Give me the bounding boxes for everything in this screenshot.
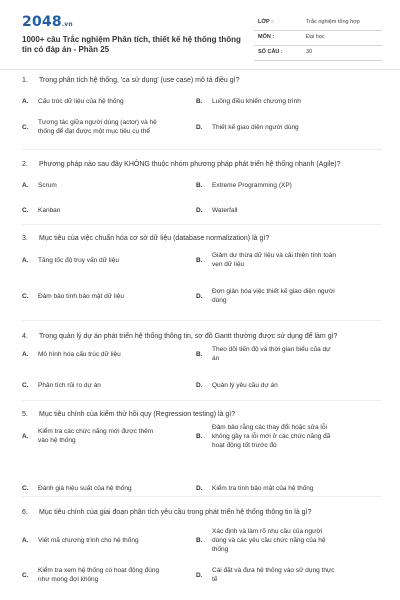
option-letter: A.	[22, 350, 29, 358]
question-body: Mục tiêu chính của kiểm thử hồi quy (Regression testing) là gì?	[39, 411, 236, 418]
option-text: Viết mã chương trình cho hệ thống	[38, 536, 139, 544]
option-text: hoạt động tốt trước đó	[212, 441, 277, 449]
option-text: Theo dõi tiến độ và thời gian biểu của dự	[212, 346, 331, 353]
option-text: vẹn dữ liệu	[212, 261, 245, 268]
option-text: Waterfall	[212, 206, 238, 214]
logo-main: 2048	[22, 14, 62, 30]
option-text: Extreme Programming (XP)	[212, 181, 292, 189]
question-separator	[22, 320, 382, 321]
option-text: Kanban	[38, 206, 61, 214]
option-letter: A.	[22, 256, 29, 264]
question-number: 2.	[22, 161, 28, 168]
option-text: Đảm bảo tính bảo mật dữ liệu	[38, 292, 125, 300]
option-b[interactable]	[196, 251, 368, 269]
page-title: 1000+ câu Trắc nghiệm Phân tích, thiết kế hệ thống thông tin có đáp án - Phần 25	[22, 35, 241, 54]
question-body: Trong phân tích hệ thống, 'ca sử dụng' (use case) mô tả điều gì?	[39, 77, 240, 84]
option-text: Kiểm tra các chức năng mới được thêm	[38, 428, 154, 435]
option-text: vào hệ thống	[38, 437, 76, 444]
option-c[interactable]	[22, 118, 194, 136]
option-text: Cài đặt và đưa hệ thống vào sử dụng thực	[212, 567, 335, 574]
option-letter: B.	[196, 181, 203, 189]
option-letter: B.	[196, 350, 203, 358]
info-row-class	[254, 16, 382, 31]
option-text: Cấu trúc dữ liệu của hệ thống	[38, 97, 124, 105]
option-b[interactable]	[196, 97, 368, 106]
info-row-count	[254, 46, 382, 61]
info-label: LỚP :	[258, 19, 273, 25]
question-number: 5.	[22, 411, 28, 418]
option-letter: B.	[196, 536, 203, 544]
option-a[interactable]	[22, 181, 194, 190]
option-letter: A.	[22, 432, 29, 440]
option-b[interactable]	[196, 181, 368, 190]
option-text: thống	[212, 545, 229, 553]
option-text: Luồng điều khiển chương trình	[212, 97, 301, 105]
question-separator	[22, 400, 382, 401]
option-text: Đánh giá hiệu suất của hệ thống	[38, 484, 132, 492]
option-text: Kiểm tra tính bảo mật của hệ thống	[212, 484, 314, 492]
question-separator	[22, 149, 382, 150]
option-text: thống để đạt được một mục tiêu cụ thể	[38, 128, 150, 135]
option-letter: D.	[196, 571, 203, 579]
option-letter: A.	[22, 181, 29, 189]
option-b[interactable]	[196, 527, 368, 554]
option-letter: C.	[22, 206, 29, 214]
info-value: Đại học	[306, 34, 325, 40]
option-d[interactable]	[196, 287, 368, 305]
option-text: Tương tác giữa người dùng (actor) và hệ	[38, 119, 157, 126]
option-b[interactable]	[196, 345, 368, 363]
info-label: SỐ CÂU :	[258, 49, 283, 55]
option-text: Scrum	[38, 181, 57, 189]
option-text: Thiết kế giao diện người dùng	[212, 123, 299, 131]
info-row-subject	[254, 31, 382, 46]
option-letter: C.	[22, 123, 29, 131]
info-value: Trắc nghiệm tổng hợp	[306, 19, 360, 25]
option-c[interactable]	[22, 566, 194, 584]
option-letter: C.	[22, 381, 29, 389]
option-text: Phân tích rủi ro dự án	[38, 381, 101, 389]
option-letter: D.	[196, 292, 203, 300]
question-separator	[22, 496, 382, 497]
option-d[interactable]	[196, 566, 368, 584]
option-text: Đơn giản hóa việc thiết kế giao diện người	[212, 288, 335, 295]
header-divider	[0, 69, 400, 70]
option-a[interactable]	[22, 256, 194, 265]
option-a[interactable]	[22, 427, 194, 445]
question-number: 6.	[22, 509, 28, 516]
info-table	[254, 16, 382, 61]
option-text: dùng	[212, 297, 227, 304]
question-number: 3.	[22, 235, 28, 242]
option-c[interactable]	[22, 206, 194, 215]
option-letter: B.	[196, 97, 203, 105]
option-text: không gây ra lỗi mới ở các chức năng đã	[212, 432, 331, 440]
info-label: MÔN :	[258, 34, 275, 40]
question-body: Trong quản lý dự án phát triển hệ thống thông tin, sơ đồ Gantt thường được sử dụng để làm gì?	[39, 333, 338, 340]
logo-suffix: .vn	[61, 21, 73, 28]
option-letter: A.	[22, 97, 29, 105]
option-d[interactable]	[196, 206, 368, 215]
option-text: Mô hình hóa cấu trúc dữ liệu	[38, 350, 121, 358]
option-text: dùng và các yêu cầu chức năng của hệ	[212, 536, 326, 544]
question-body: Phương pháp nào sau đây KHÔNG thuộc nhóm phương pháp phát triển hệ thống nhanh (Agile)?	[39, 161, 341, 168]
question-body: Mục tiêu của việc chuẩn hóa cơ sở dữ liệu (database normalization) là gì?	[39, 235, 270, 242]
option-text: tế	[212, 576, 218, 583]
option-text: Kiểm tra xem hệ thống có hoạt động đúng	[38, 567, 160, 574]
option-letter: B.	[196, 432, 203, 440]
option-letter: C.	[22, 292, 29, 300]
question-body: Mục tiêu chính của giai đoạn phân tích yêu cầu trong phát triển hệ thống thông tin là gì?	[39, 509, 312, 516]
option-text: Giảm dư thừa dữ liệu và cải thiện tính toàn	[212, 252, 336, 259]
option-letter: B.	[196, 256, 203, 264]
option-text: án	[212, 355, 220, 362]
question-number: 1.	[22, 77, 28, 84]
option-d[interactable]	[196, 484, 368, 493]
info-value: 30	[306, 49, 313, 55]
option-letter: D.	[196, 123, 203, 131]
option-text: như mong đợi không	[38, 576, 99, 583]
option-text: Đảm bảo rằng các thay đổi hoặc sửa lỗi	[212, 423, 327, 431]
option-a[interactable]	[22, 97, 194, 106]
option-text: Xác định và làm rõ nhu cầu của người	[212, 527, 323, 535]
option-a[interactable]	[22, 350, 194, 359]
option-text: Quản lý yêu cầu dự án	[212, 381, 278, 389]
option-c[interactable]	[22, 292, 194, 301]
site-logo[interactable]	[22, 14, 73, 30]
option-letter: D.	[196, 381, 203, 389]
option-d[interactable]	[196, 123, 368, 132]
page-header	[22, 14, 382, 64]
question-separator	[22, 224, 382, 225]
option-d[interactable]	[196, 381, 368, 390]
option-letter: C.	[22, 571, 29, 579]
option-letter: C.	[22, 484, 29, 492]
option-c[interactable]	[22, 484, 194, 493]
option-text: Tăng tốc độ truy vấn dữ liệu	[38, 256, 119, 264]
question-number: 4.	[22, 333, 28, 340]
option-letter: D.	[196, 206, 203, 214]
option-letter: A.	[22, 536, 29, 544]
option-b[interactable]	[196, 423, 368, 450]
option-c[interactable]	[22, 381, 194, 390]
option-letter: D.	[196, 484, 203, 492]
option-a[interactable]	[22, 536, 194, 545]
